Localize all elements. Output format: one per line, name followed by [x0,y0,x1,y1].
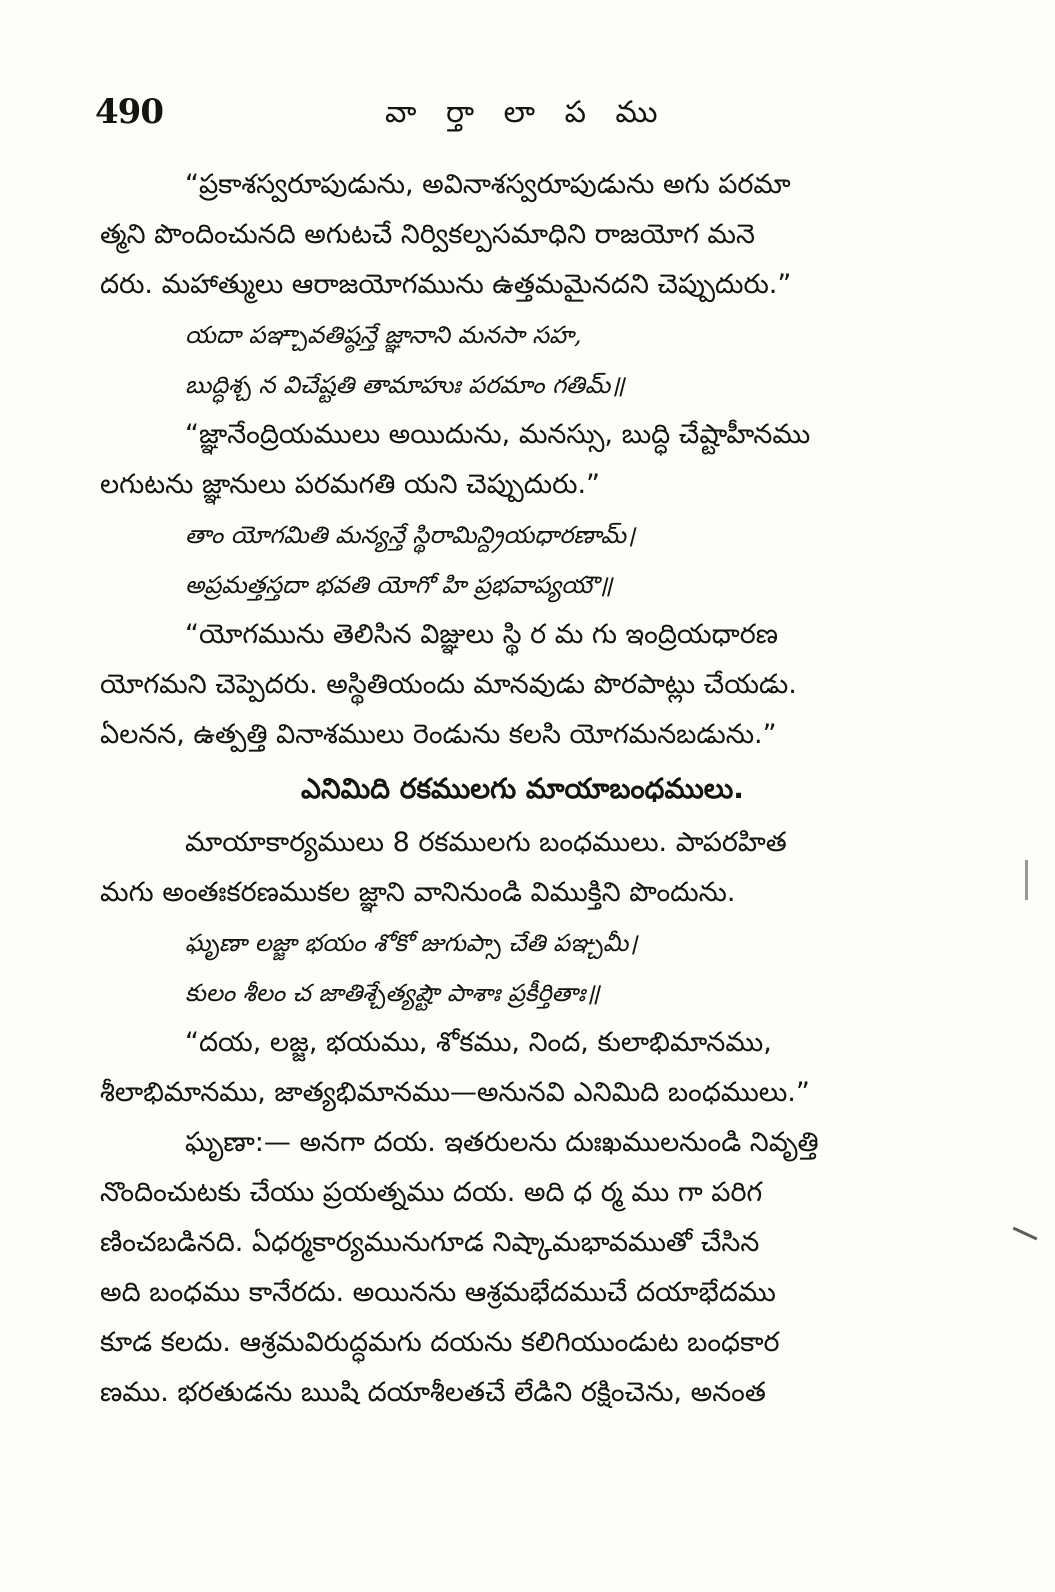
text-line: అది బంధము కానేరదు. అయినను ఆశ్రమభేదముచే దయాభేదము [100,1277,776,1308]
page-header [95,90,945,140]
page-number: 490 [95,92,163,132]
text-line: నొందించుటకు చేయు ప్రయత్నము దయ. అది ధ ర్మ ము గా పరిగ [100,1177,763,1208]
text-line: లగుటను జ్ఞానులు పరమగతి యని చెప్పుదురు.” [100,469,601,500]
sanskrit-verse-line: బుద్ధిశ్చ న విచేష్టతి తామాహుః పరమాం గతిమ్॥ [185,371,625,399]
text-line: మగు అంతఃకరణముకల జ్ఞాని వానినుండి విముక్తిని పొందును. [100,877,736,908]
text-line: దరు. మహాత్ములు ఆరాజయోగమును ఉత్తమమైనదని చెప్పుదురు.” [100,269,792,300]
text-line: యోగమని చెప్పెదరు. అస్థితియందు మానవుడు పొరపాట్లు చేయడు. [100,669,797,700]
text-line: ణము. భరతుడను ఋషి దయాశీలతచే లేడిని రక్షించెను, అనంత [100,1377,766,1408]
scan-speck [1013,1227,1038,1241]
text-line: “జ్ఞానేంద్రియములు అయిదును, మనస్సు, బుద్ధి చేష్టాహీనము [185,419,811,450]
sanskrit-verse-line: అప్రమత్తస్తదా భవతి యోగో హి ప్రభవాప్యయౌ॥ [185,571,613,599]
running-title: వా ర్తా లా ప ము [385,95,668,130]
section-heading: ఎనిమిది రకములగు మాయాబంధములు. [301,772,744,805]
text-line: ణించబడినది. ఏధర్మకార్యమునుగూడ నిష్కామభావముతో చేసిన [100,1227,760,1258]
text-line: కూడ కలదు. ఆశ్రమవిరుద్ధమగు దయను కలిగియుండుట బంధకార [100,1327,780,1358]
sanskrit-verse-line: ఘృణా లజ్జా భయం శోకో జుగుప్సా చేతి పఞ్చమీ। [185,929,638,957]
text-line: “ప్రకాశస్వరూపుడును, అవినాశస్వరూపుడును అగు పరమా [185,169,791,200]
text-line: “యోగమును తెలిసిన విజ్ఞులు స్థి ర మ గు ఇంద్రియధారణ [185,619,779,650]
text-line: “దయ, లజ్జ, భయము, శోకము, నింద, కులాభిమానము, [185,1027,772,1058]
text-line: శీలాభిమానము, జాత్యభిమానము—అనునవి ఎనిమిది బంధములు.” [100,1077,810,1108]
sanskrit-verse-line: యదా పఞ్చావతిష్ఠన్తే జ్ఞానాని మనసా సహ, [185,321,582,349]
text-line: ఏలనన, ఉత్పత్తి వినాశములు రెండును కలసి యోగమనబడును.” [100,719,777,750]
text-line: మాయాకార్యములు 8 రకములగు బంధములు. పాపరహిత [185,827,787,858]
sanskrit-verse-line: కులం శీలం చ జాతిశ్చేత్యష్టౌ పాశాః ప్రకీర్తితాః॥ [185,979,600,1007]
scan-speck [1025,860,1028,900]
text-line: త్మని పొందించునది అగుటచే నిర్వికల్పసమాధిని రాజయోగ మనె [100,219,755,250]
text-line: ఘృణా:— అనగా దయ. ఇతరులను దుఃఖములనుండి నివృత్తి [185,1127,819,1158]
sanskrit-verse-line: తాం యోగమితి మన్యన్తే స్థిరామిన్ద్రియధారణామ్। [185,521,636,549]
page-body [100,160,945,1418]
